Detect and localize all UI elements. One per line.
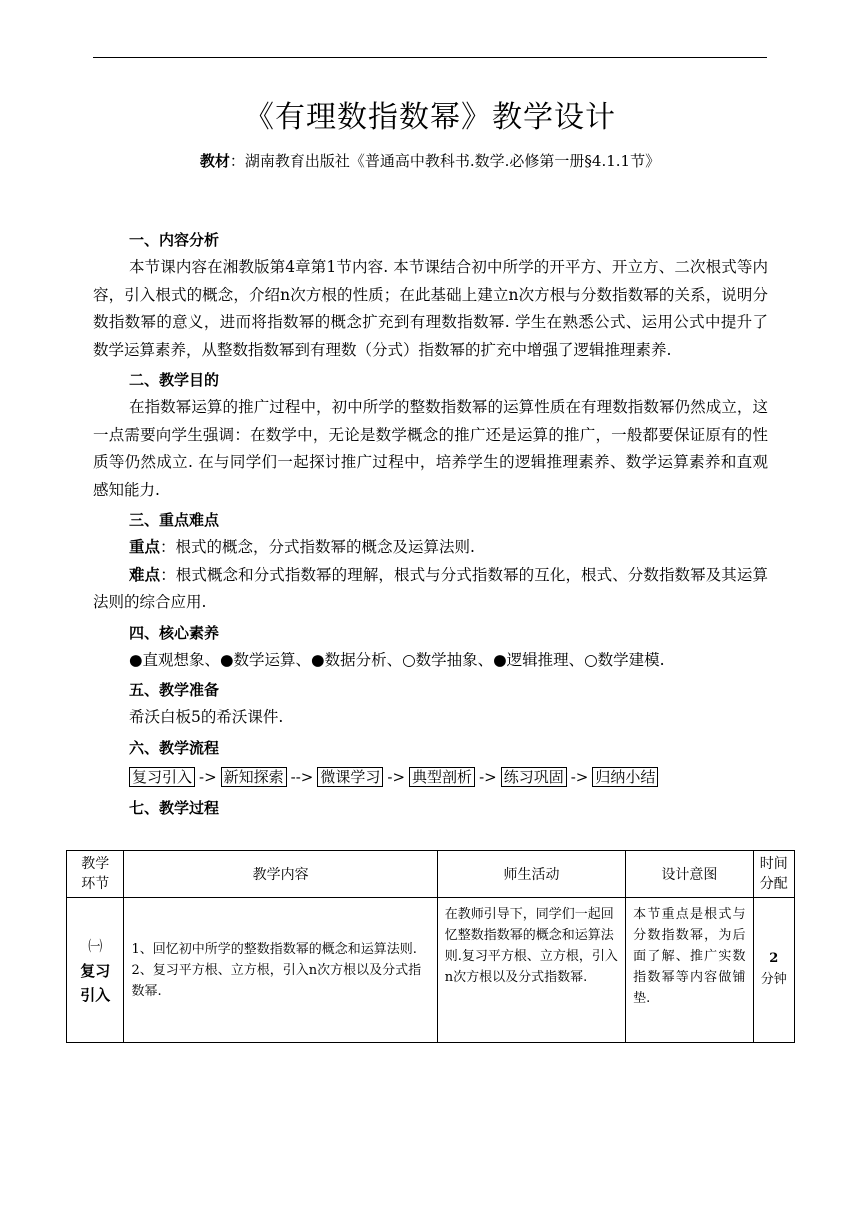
row-time <box>753 898 794 1043</box>
stage-name-line2: 引入 <box>80 985 111 1004</box>
subtitle-label: 教材 <box>199 152 230 170</box>
flow-arrow: -> <box>479 767 497 786</box>
teaching-process-table <box>66 850 795 1043</box>
time-value: 2 <box>769 951 779 966</box>
flow-step: 典型剖析 <box>409 767 475 787</box>
section-heading-teaching-goals: 二、教学目的 <box>129 371 220 389</box>
flow-step: 复习引入 <box>129 767 195 787</box>
content-item: 1、回忆初中所学的整数指数幂的概念和运算法则. <box>131 941 417 957</box>
document-title: 《有理数指数幂》教学设计 <box>244 100 616 135</box>
section-text-teaching-goals: 在指数幂运算的推广过程中，初中所学的整数指数幂的运算性质在有理数指数幂仍然成立，这一点需要向学生强调：在数学中，无论是数学概念的推广还是运算的推广，一般都要保证原有的性质等仍然成立. 在与同学们一起探讨推广过程中，培养学生的逻辑推理素养、数学运算素养和直观感知能力. <box>93 398 768 499</box>
section-heading-preparation: 五、教学准备 <box>129 681 220 699</box>
row-intent: 本节重点是根式与分数指数幂，为后面了解、推广实数指数幂等内容做铺垫. <box>626 898 753 1043</box>
document-body <box>93 224 768 822</box>
header-intent: 设计意图 <box>626 851 753 898</box>
section-heading-core-literacy: 四、核心素养 <box>129 623 220 642</box>
document-subtitle <box>0 150 860 171</box>
row-content <box>124 898 437 1043</box>
difficulty-label: 难点 <box>129 565 161 584</box>
flow-step: 新知探索 <box>221 767 287 787</box>
header-stage-line2: 环节 <box>81 876 110 892</box>
section-heading-teaching-flow: 六、教学流程 <box>129 738 220 757</box>
table-row <box>67 898 795 1043</box>
header-stage <box>67 851 124 898</box>
flow-arrow: -> <box>199 767 217 786</box>
flow-step: 归纳小结 <box>592 767 658 787</box>
stage-number: ㈠ <box>88 938 103 955</box>
difficulty-content: ：根式概念和分式指数幂的理解，根式与分式指数幂的互化，根式、分数指数幂及其运算法则的综合应用. <box>93 565 768 611</box>
header-stage-line1: 教学 <box>81 856 110 872</box>
subtitle-text: ：湖南教育出版社《普通高中教科书.数学.必修第一册§4.1.1节》 <box>229 152 661 170</box>
header-time-line2: 分配 <box>759 876 788 892</box>
teaching-flow <box>93 762 768 792</box>
header-time-line1: 时间 <box>759 856 788 872</box>
header-content: 教学内容 <box>124 851 437 898</box>
key-point-text <box>93 534 768 562</box>
flow-step: 练习巩固 <box>501 767 567 787</box>
key-point-label: 重点 <box>129 538 161 556</box>
section-heading-teaching-process: 七、教学过程 <box>129 798 220 817</box>
row-activity: 在教师引导下，同学们一起回忆整数指数幂的概念和运算法则.复习平方根、立方根，引入n次方根以及分式指数幂. <box>437 898 625 1043</box>
time-unit: 分钟 <box>760 972 787 987</box>
header-activity: 师生活动 <box>437 851 625 898</box>
flow-arrow: --> <box>290 767 314 786</box>
section-text-core-literacy: ●直观想象、●数学运算、●数据分析、○数学抽象、●逻辑推理、○数学建模. <box>129 650 665 669</box>
table-header-row <box>67 851 795 898</box>
header-rule <box>93 57 767 58</box>
stage-name-line1: 复习 <box>80 961 111 980</box>
key-point-content: ：根式的概念，分式指数幂的概念及运算法则. <box>160 538 475 556</box>
flow-arrow: -> <box>387 767 406 786</box>
section-heading-key-points: 三、重点难点 <box>129 511 220 529</box>
flow-arrow: -> <box>570 767 589 786</box>
flow-step: 微课学习 <box>317 767 383 787</box>
difficulty-text <box>93 562 768 617</box>
header-time <box>753 851 794 898</box>
content-item: 2、复习平方根、立方根，引入n次方根以及分式指数幂. <box>131 962 422 999</box>
section-heading-content-analysis: 一、内容分析 <box>129 231 220 249</box>
section-text-content-analysis: 本节课内容在湘教版第4章第1节内容. 本节课结合初中所学的开平方、开立方、二次根式等内容，引入根式的概念，介绍n次方根的性质；在此基础上建立n次方根与分数指数幂的关系，说明分数指数幂的意义，进而将指数幂的概念扩充到有理数指数幂. 学生在熟悉公式、运用公式中提升了数学运算素养，从整数指数幂到有理数（分式）指数幂的扩充中增强了逻辑推理素养. <box>93 258 768 359</box>
row-stage <box>67 898 124 1043</box>
section-text-preparation: 希沃白板5的希沃课件. <box>129 708 284 726</box>
